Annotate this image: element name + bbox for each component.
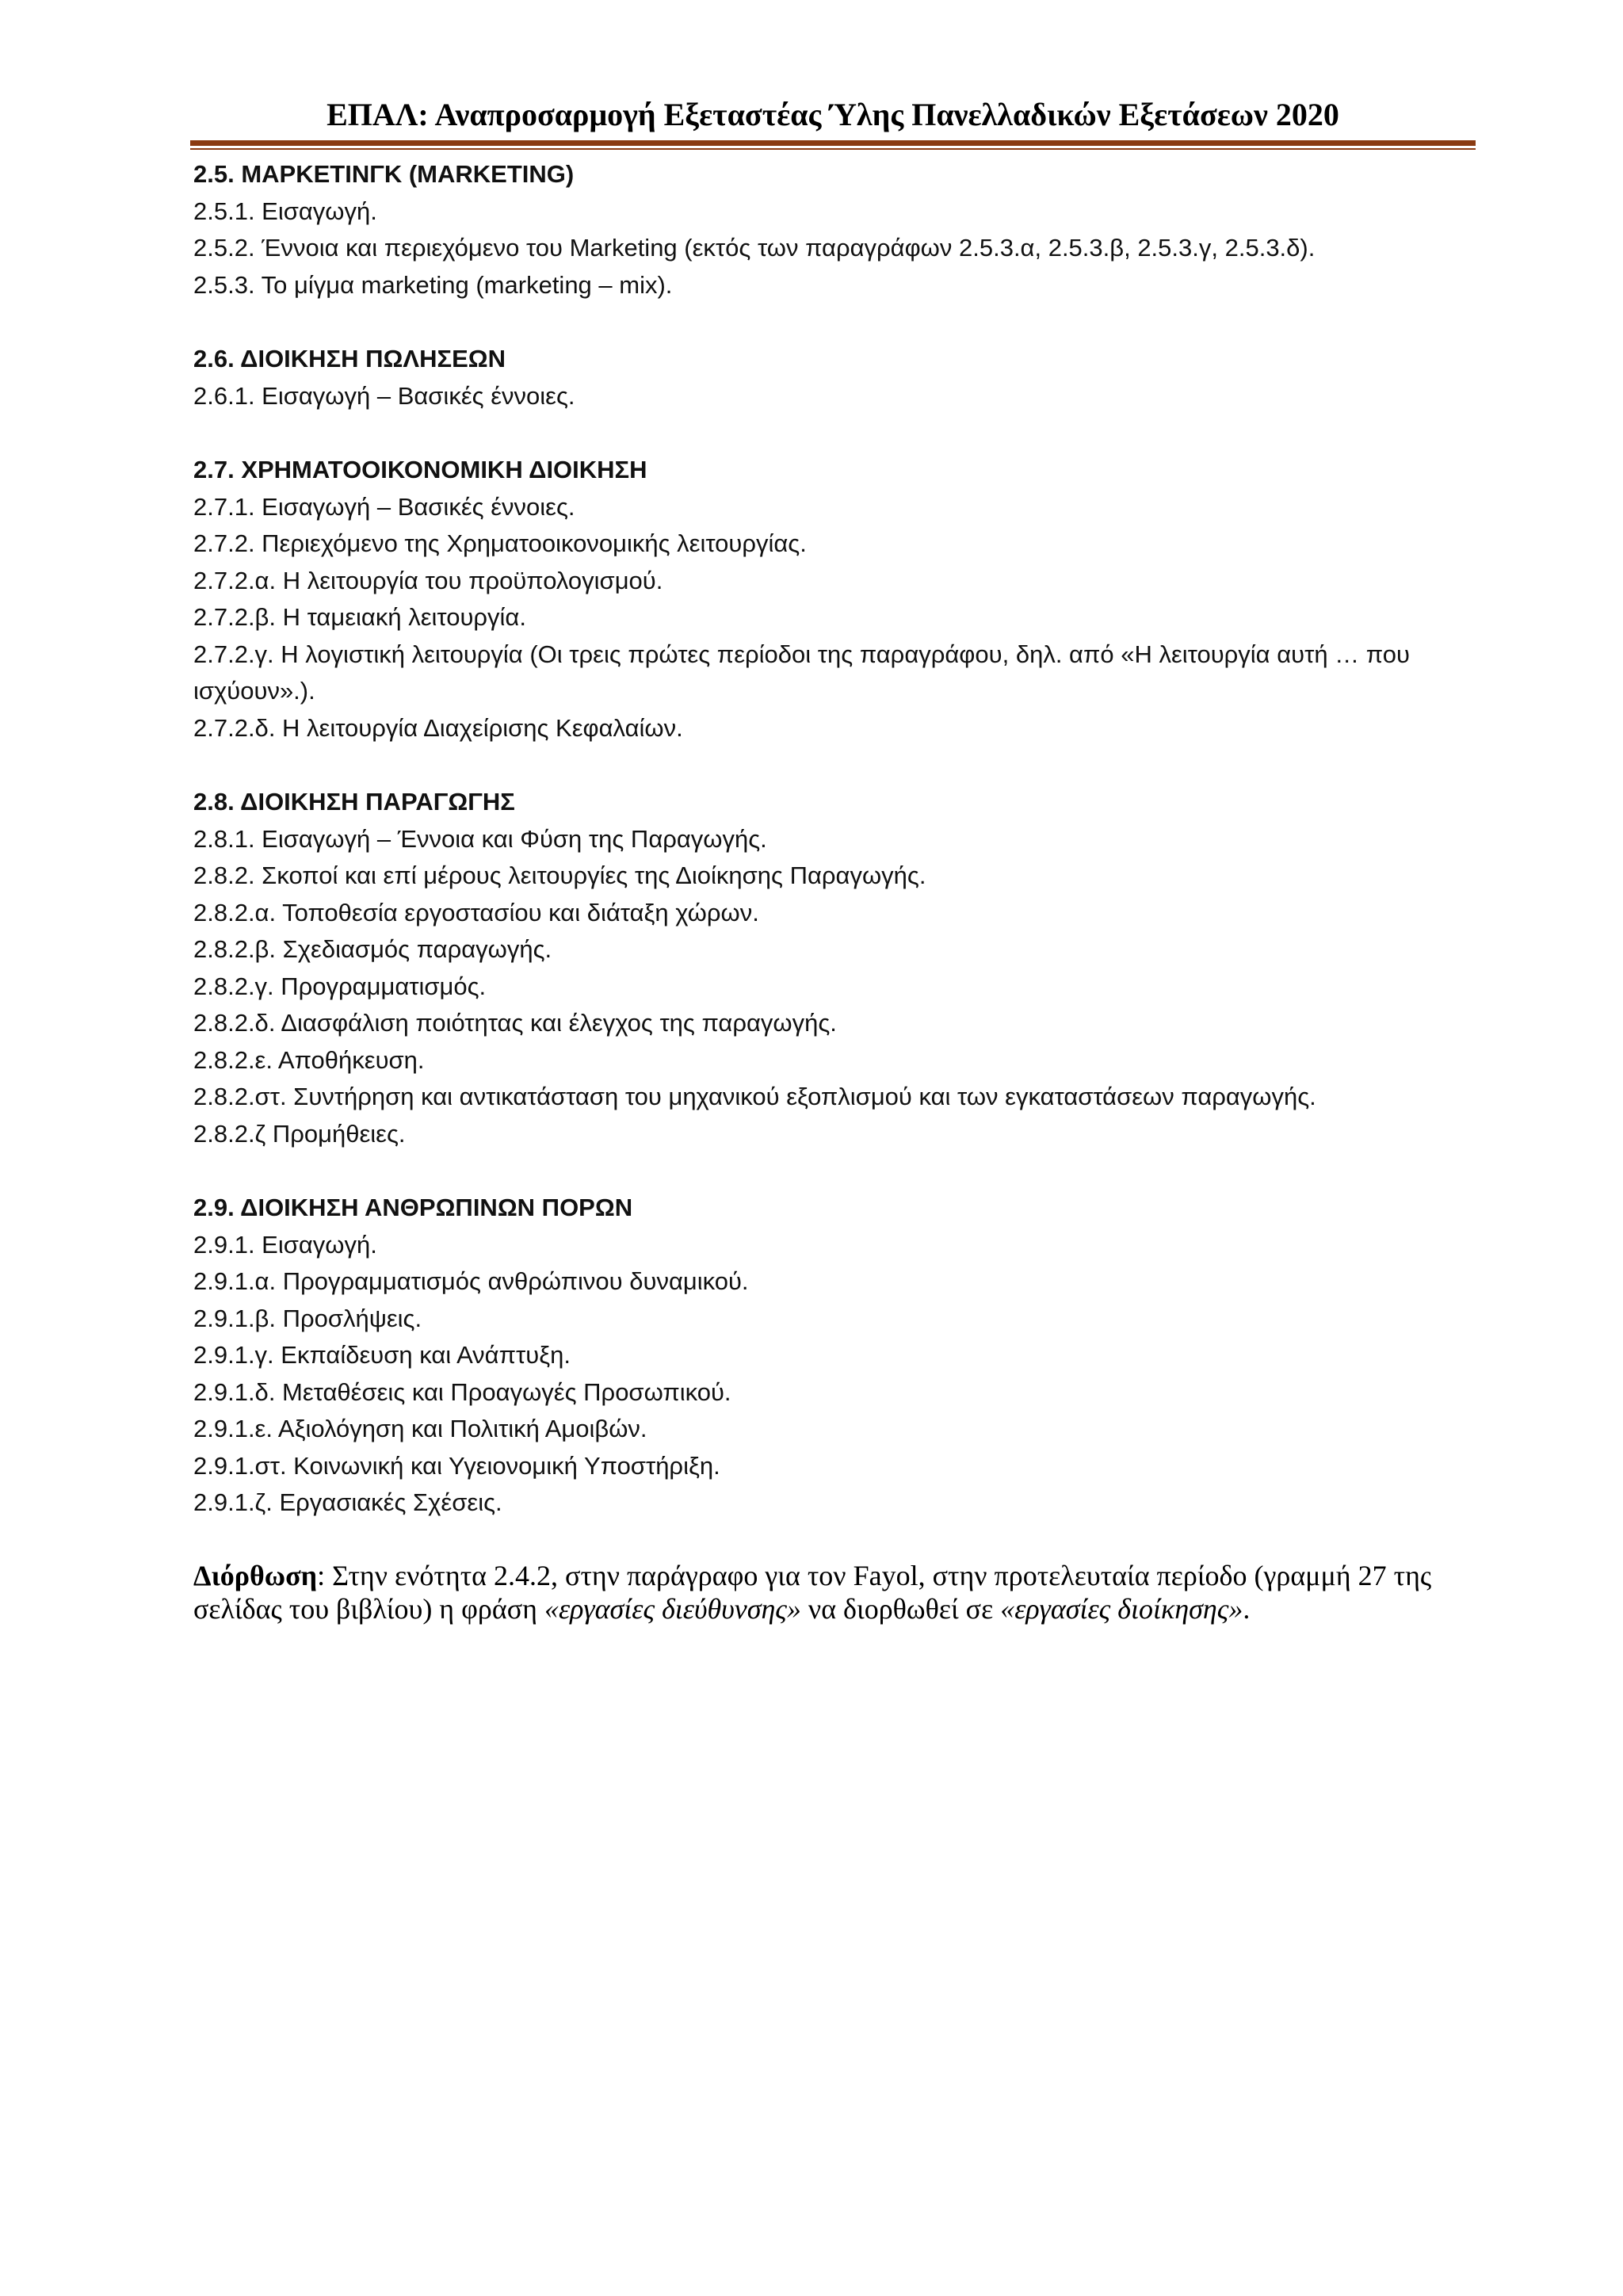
list-item: 2.7.2.β. Η ταμειακή λειτουργία.	[193, 603, 526, 631]
section-marketing	[193, 156, 1477, 304]
correction-label: Διόρθωση	[193, 1559, 318, 1591]
section-title: 2.6. ΔΙΟΙΚΗΣΗ ΠΩΛΗΣΕΩΝ	[193, 345, 506, 372]
list-item: 2.6.1. Εισαγωγή – Βασικές έννοιες.	[193, 381, 575, 410]
header-rule-thin	[190, 148, 1476, 150]
correction-new-phrase: «εργασίες διοίκησης»	[1000, 1592, 1243, 1625]
list-item: 2.9.1. Εισαγωγή.	[193, 1230, 377, 1259]
list-item: 2.8.2.β. Σχεδιασμός παραγωγής.	[193, 935, 552, 963]
list-item: 2.8.2.α. Τοποθεσία εργοστασίου και διάταξη χώρων.	[193, 898, 759, 926]
list-item: 2.8.2.ε. Αποθήκευση.	[193, 1045, 425, 1074]
list-item: 2.9.1.α. Προγραμματισμός ανθρώπινου δυναμικού.	[193, 1267, 749, 1295]
correction-text: : Στην ενότητα 2.4.2, στην παράγραφο για τον Fayol, στην προτελευταία περίοδο (γραμμή 27 της σελίδας του βιβλίου) η φράση	[193, 1559, 1432, 1625]
correction-note	[193, 1559, 1461, 1626]
list-item: 2.9.1.ε. Αξιολόγηση και Πολιτική Αμοιβών.	[193, 1415, 647, 1442]
list-item: 2.8.2.στ. Συντήρηση και αντικατάσταση του μηχανικού εξοπλισμού και των εγκαταστάσεων παραγωγής.	[193, 1083, 1316, 1110]
document-body	[193, 156, 1477, 1626]
section-production-management	[193, 784, 1477, 1152]
list-item: 2.5.1. Εισαγωγή.	[193, 197, 377, 225]
list-item: 2.5.3. Το μίγμα marketing (marketing – mix).	[193, 270, 673, 299]
list-item: 2.9.1.ζ. Εργασιακές Σχέσεις.	[193, 1488, 502, 1516]
list-item: 2.8.2.ζ Προμήθειες.	[193, 1119, 406, 1148]
correction-old-phrase: «εργασίες διεύθυνσης»	[544, 1592, 801, 1625]
list-item: 2.5.2. Έννοια και περιεχόμενο του Marketing (εκτός των παραγράφων 2.5.3.α, 2.5.3.β, 2.5.3.γ, 2.5.3.δ).	[193, 234, 1316, 262]
section-title: 2.9. ΔΙΟΙΚΗΣΗ ΑΝΘΡΩΠΙΝΩΝ ΠΟΡΩΝ	[193, 1194, 633, 1221]
section-title: 2.5. ΜΑΡΚΕΤΙΝΓΚ (MARKETING)	[193, 160, 575, 188]
correction-text-end: .	[1243, 1592, 1251, 1625]
list-item: 2.7.2.γ. Η λογιστική λειτουργία (Οι τρεις πρώτες περίοδοι της παραγράφου, δηλ. από «Η λειτουργία αυτή … που ισχύουν».).	[193, 640, 1410, 705]
list-item: 2.9.1.δ. Μεταθέσεις και Προαγωγές Προσωπικού.	[193, 1377, 731, 1406]
section-human-resources	[193, 1190, 1477, 1522]
list-item: 2.9.1.γ. Εκπαίδευση και Ανάπτυξη.	[193, 1341, 571, 1369]
list-item: 2.8.2.γ. Προγραμματισμός.	[193, 972, 487, 1000]
list-item: 2.8.2.δ. Διασφάλιση ποιότητας και έλεγχος της παραγωγής.	[193, 1009, 837, 1037]
list-item: 2.8.1. Εισαγωγή – Έννοια και Φύση της Παραγωγής.	[193, 824, 767, 853]
list-item: 2.9.1.β. Προσλήψεις.	[193, 1304, 422, 1332]
section-financial-management	[193, 452, 1477, 747]
page-header-title: ΕΠΑΛ: Αναπροσαρμογή Εξεταστέας Ύλης Πανελλαδικών Εξετάσεων 2020	[327, 97, 1339, 132]
correction-text-middle: να διορθωθεί σε	[800, 1592, 1001, 1625]
list-item: 2.7.2. Περιεχόμενο της Χρηματοοικονομικής λειτουργίας.	[193, 529, 807, 557]
list-item: 2.9.1.στ. Κοινωνική και Υγειονομική Υποστήριξη.	[193, 1451, 720, 1480]
list-item: 2.7.1. Εισαγωγή – Βασικές έννοιες.	[193, 492, 575, 521]
list-item: 2.7.2.δ. Η λειτουργία Διαχείρισης Κεφαλαίων.	[193, 713, 683, 742]
section-title: 2.8. ΔΙΟΙΚΗΣΗ ΠΑΡΑΓΩΓΗΣ	[193, 788, 515, 816]
section-title: 2.7. ΧΡΗΜΑΤΟΟΙΚΟΝΟΜΙΚΗ ΔΙΟΙΚΗΣΗ	[193, 456, 647, 483]
list-item: 2.7.2.α. Η λειτουργία του προϋπολογισμού.	[193, 566, 663, 594]
header-rule	[190, 140, 1476, 146]
list-item: 2.8.2. Σκοποί και επί μέρους λειτουργίες της Διοίκησης Παραγωγής.	[193, 861, 926, 889]
section-sales-management	[193, 341, 1477, 415]
